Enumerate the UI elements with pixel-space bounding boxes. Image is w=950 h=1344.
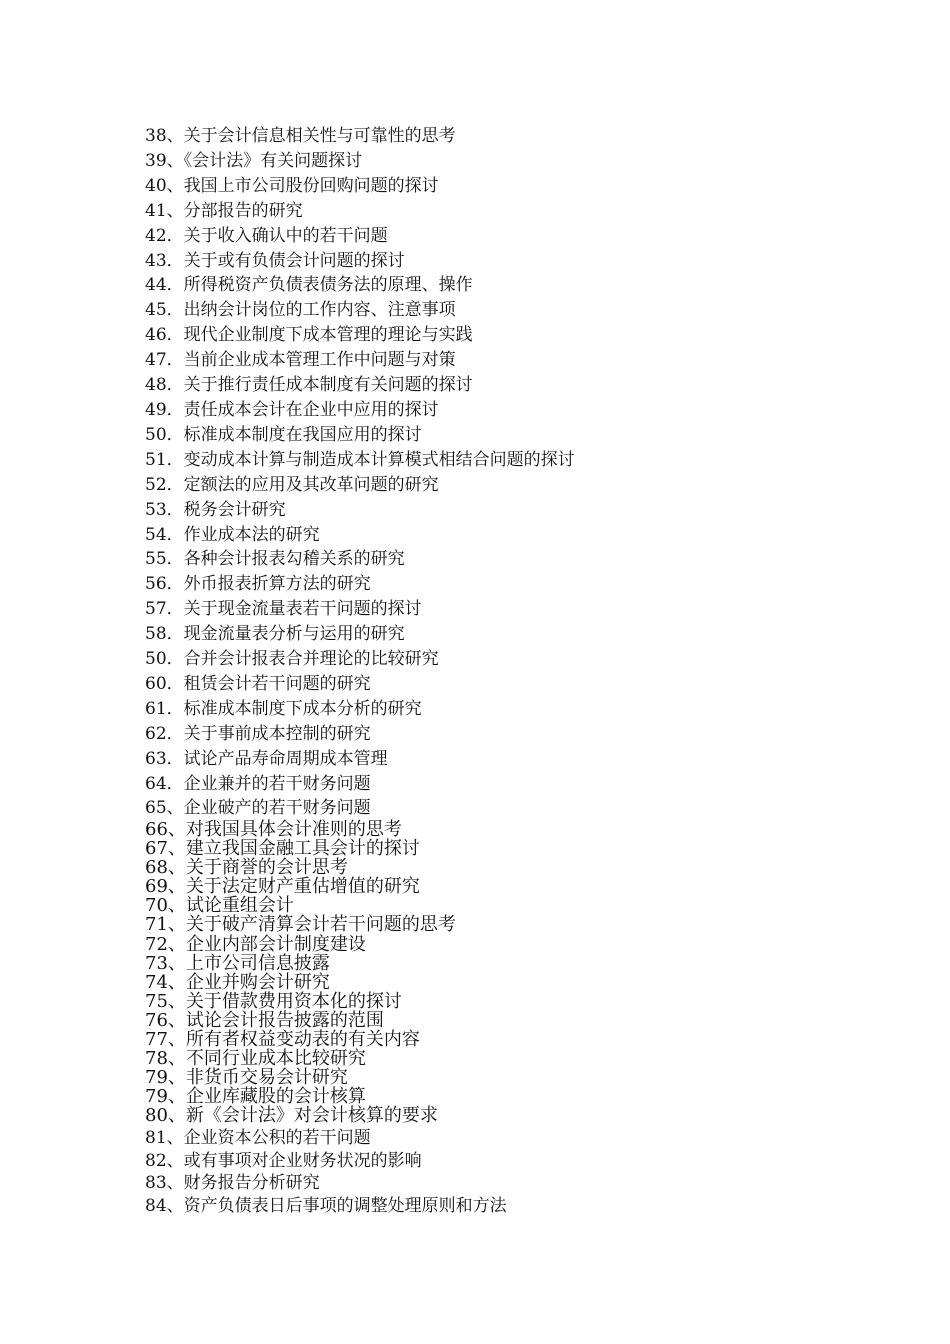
list-item: 48．关于推行责任成本制度有关问题的探讨 <box>145 375 473 396</box>
list-item: 71、关于破产清算会计若干问题的思考 <box>145 914 456 936</box>
list-item: 83、财务报告分析研究 <box>145 1173 320 1193</box>
list-item: 80、新《会计法》对会计核算的要求 <box>145 1105 438 1127</box>
list-item: 69、关于法定财产重估增值的研究 <box>145 876 420 898</box>
list-item: 77、所有者权益变动表的有关内容 <box>145 1029 420 1051</box>
list-item: 76、试论会计报告披露的范围 <box>145 1009 384 1031</box>
list-item: 78、不同行业成本比较研究 <box>145 1048 366 1070</box>
list-item: 49．责任成本会计在企业中应用的探讨 <box>145 399 439 420</box>
list-item: 50．合并会计报表合并理论的比较研究 <box>145 649 439 670</box>
list-item: 72、企业内部会计制度建设 <box>145 933 366 955</box>
list-item: 73、上市公司信息披露 <box>145 952 330 974</box>
list-item: 84、资产负债表日后事项的调整处理原则和方法 <box>145 1195 507 1216</box>
list-item: 50．标准成本制度在我国应用的探讨 <box>145 424 422 445</box>
topic-list-part-2 <box>145 820 456 1126</box>
list-item: 79、企业库藏股的会计核算 <box>145 1086 366 1108</box>
list-item: 64．企业兼并的若干财务问题 <box>145 773 371 794</box>
list-item: 51．变动成本计算与制造成本计算模式相结合问题的探讨 <box>145 449 575 470</box>
list-item: 44．所得税资产负债表债务法的原理、操作 <box>145 275 473 296</box>
list-item: 39、《会计法》有关问题探讨 <box>145 150 363 171</box>
list-item: 55．各种会计报表勾稽关系的研究 <box>145 549 405 570</box>
list-item: 56．外币报表折算方法的研究 <box>145 574 371 595</box>
list-item: 53．税务会计研究 <box>145 499 286 520</box>
list-item: 47．当前企业成本管理工作中问题与对策 <box>145 350 456 371</box>
list-item: 68、关于商誉的会计思考 <box>145 857 348 879</box>
list-item: 57．关于现金流量表若干问题的探讨 <box>145 599 422 620</box>
list-item: 38、关于会计信息相关性与可靠性的思考 <box>145 126 456 146</box>
list-item: 67、建立我国金融工具会计的探讨 <box>145 838 420 860</box>
list-item: 41、分部报告的研究 <box>145 200 303 221</box>
list-item: 40、我国上市公司股份回购问题的探讨 <box>145 175 439 196</box>
list-item: 70、试论重组会计 <box>145 895 294 917</box>
list-item: 58．现金流量表分析与运用的研究 <box>145 624 405 645</box>
list-item: 74、企业并购会计研究 <box>145 971 330 993</box>
list-item: 43．关于或有负债会计问题的探讨 <box>145 250 405 271</box>
list-item: 60．租赁会计若干问题的研究 <box>145 673 371 694</box>
list-item: 45．出纳会计岗位的工作内容、注意事项 <box>145 300 456 321</box>
list-item: 82、或有事项对企业财务状况的影响 <box>145 1150 422 1171</box>
list-item: 62．关于事前成本控制的研究 <box>145 723 371 744</box>
list-item: 63．试论产品寿命周期成本管理 <box>145 748 388 769</box>
topic-list-part-3 <box>145 1127 507 1217</box>
list-item: 75、关于借款费用资本化的探讨 <box>145 990 402 1012</box>
list-item: 65、企业破产的若干财务问题 <box>145 798 371 819</box>
list-item: 79、非货币交易会计研究 <box>145 1067 348 1089</box>
list-item: 54．作业成本法的研究 <box>145 524 320 545</box>
list-item: 46．现代企业制度下成本管理的理论与实践 <box>145 325 473 346</box>
list-item: 81、企业资本公积的若干问题 <box>145 1128 371 1148</box>
topic-list-part-1 <box>145 124 575 821</box>
list-item: 42．关于收入确认中的若干问题 <box>145 225 388 246</box>
list-item: 61．标准成本制度下成本分析的研究 <box>145 698 422 719</box>
list-item: 52．定额法的应用及其改革问题的研究 <box>145 474 439 495</box>
list-item: 66、对我国具体会计准则的思考 <box>145 819 402 840</box>
